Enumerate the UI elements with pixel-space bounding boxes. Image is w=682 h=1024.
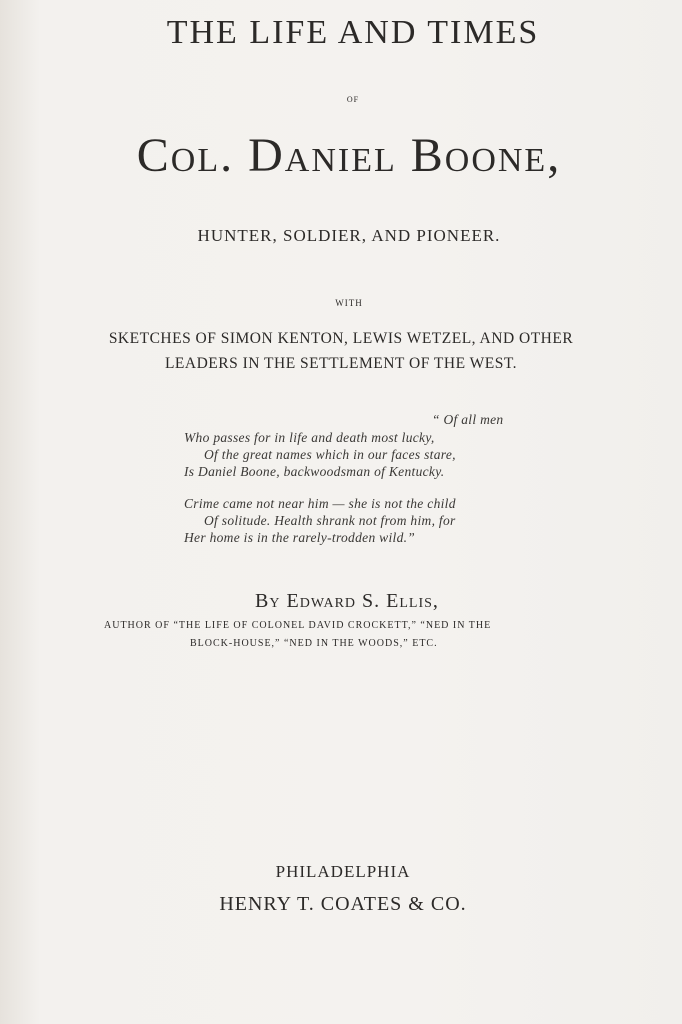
- imprint-publisher: HENRY T. COATES & CO.: [219, 893, 467, 915]
- sketches-line-1: SKETCHES OF SIMON KENTON, LEWIS WETZEL, AND OTHER: [108, 330, 574, 347]
- imprint-city: PHILADELPHIA: [275, 862, 411, 881]
- epigraph-line: Is Daniel Boone, backwoodsman of Kentucky.: [184, 464, 445, 479]
- epigraph-line: Her home is in the rarely-trodden wild.”: [184, 530, 416, 545]
- epigraph-line: “ Of all men: [432, 412, 504, 427]
- author-credits-line-1: AUTHOR OF “THE LIFE OF COLONEL DAVID CROCKETT,” “NED IN THE: [104, 620, 492, 631]
- author-byline: By Edward S. Ellis,: [255, 590, 439, 612]
- title-of: OF: [346, 95, 360, 104]
- epigraph-line: Of solitude. Health shrank not from him, for: [204, 513, 456, 528]
- author-credits-line-2: BLOCK-HOUSE,” “NED IN THE WOODS,” ETC.: [190, 638, 438, 649]
- epigraph-line: Who passes for in life and death most lucky,: [184, 430, 435, 445]
- title-name: Col. Daniel Boone,: [136, 129, 562, 182]
- title-line: THE LIFE AND TIMES: [166, 14, 540, 51]
- sketches-line-2: LEADERS IN THE SETTLEMENT OF THE WEST.: [164, 355, 518, 372]
- title-subtitle: HUNTER, SOLDIER, AND PIONEER.: [197, 226, 501, 245]
- sketches-with: WITH: [335, 298, 363, 308]
- epigraph-line: Crime came not near him — she is not the child: [184, 496, 456, 511]
- epigraph-line: Of the great names which in our faces stare,: [204, 447, 456, 462]
